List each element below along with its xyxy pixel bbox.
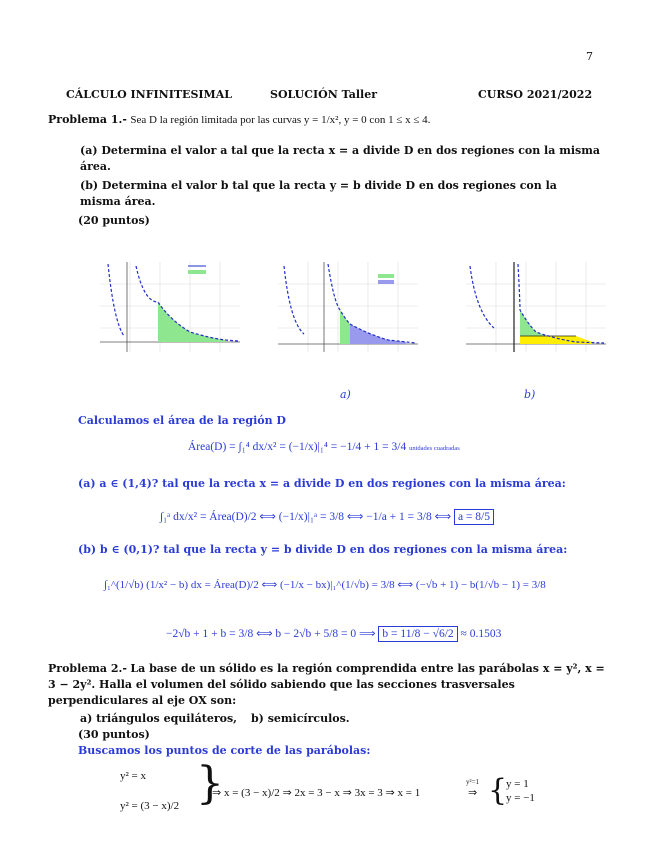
figure-caption-b: b) <box>524 388 536 401</box>
legend-swatch-blue <box>378 280 394 284</box>
problem2-statement: La base de un sólido es la región comprendida entre las parábolas x = y², x = 3 − 2y². Halla el volumen del sólido sabiendo que las secciones trasversales perpendiculares al eje OX son: <box>48 662 605 707</box>
problem1-points: (20 puntos) <box>78 214 150 227</box>
figure-part-b <box>466 262 606 352</box>
header-document-title: SOLUCIÓN Taller <box>270 88 378 101</box>
problem1-statement-line <box>48 113 608 126</box>
header-course-title: CÁLCULO INFINITESIMAL <box>66 88 232 101</box>
problem2-option-b: b) semicírculos. <box>250 712 350 725</box>
solution-b-approx: ≈ 0.1503 <box>460 628 502 640</box>
left-branch-curve <box>470 266 494 328</box>
figure-caption-a: a) <box>340 388 351 401</box>
system-arrow-label: y²=1 <box>466 778 480 786</box>
system-chain: ⇒ x = (3 − x)/2 ⇒ 2x = 3 − x ⇒ 3x = 3 ⇒ x = 1 <box>212 787 421 799</box>
region-left-fill <box>340 310 350 344</box>
solution-b-result: b = 11/8 − √6/2 <box>378 626 457 642</box>
page-number: 7 <box>586 50 593 63</box>
region-upper-fill <box>520 310 554 338</box>
left-branch-curve <box>108 264 124 336</box>
problem2-cut-heading: Buscamos los puntos de corte de las parábolas: <box>78 744 371 757</box>
problem2-options <box>80 712 350 725</box>
system-implies-arrow: ⇒ <box>468 787 478 799</box>
system-brace: } <box>196 758 224 809</box>
problem1-part-a: (a) Determina el valor a tal que la recta x = a divide D en dos regiones con la misma área. <box>80 144 600 173</box>
figure-region-d <box>100 262 240 352</box>
problem1-part-b: (b) Determina el valor b tal que la recta y = b divide D en dos regiones con la misma área. <box>80 179 557 208</box>
area-equation: Área(D) = ∫₁⁴ dx/x² = (−1/x)|₁⁴ = −1/4 + 1 = 3/4 <box>188 441 407 453</box>
area-units: unidades cuadradas <box>409 445 460 452</box>
problem2-label: Problema 2.- <box>48 662 127 675</box>
solution-b-heading: (b) b ∈ (0,1)? tal que la recta y = b divide D en dos regiones con la misma área: <box>78 543 568 556</box>
solution-b-equation-1: ∫₁^(1/√b) (1/x² − b) dx = Área(D)/2 ⟺ (−1/x − bx)|₁^(1/√b) = 3/8 ⟺ (−√b + 1) − b(1/√b − 1) = 3/8 <box>104 579 546 591</box>
area-heading: Calculamos el área de la región D <box>78 414 286 427</box>
problem2-statement-block <box>48 661 613 709</box>
problem2-points: (30 puntos) <box>78 728 150 741</box>
figure-part-a <box>278 262 418 352</box>
system-equation-2: y² = (3 − x)/2 <box>120 800 180 812</box>
problem1-label: Problema 1.- <box>48 113 127 126</box>
left-branch-curve <box>284 266 304 334</box>
solution-b-equation-2: −2√b + 1 + b = 3/8 ⟺ b − 2√b + 5/8 = 0 ⟹ <box>166 628 376 640</box>
region-lower-fill <box>520 336 592 344</box>
system-result-1: y = 1 <box>506 778 529 790</box>
legend-swatch <box>188 270 206 274</box>
problem2-option-a: a) triángulos equiláteros, <box>80 712 237 725</box>
solution-a-equation-line <box>160 509 494 523</box>
region-d-fill <box>158 302 225 342</box>
system-equation-1: y² = x <box>120 770 147 782</box>
solution-a-equation: ∫₁ᵃ dx/x² = Área(D)/2 ⟺ (−1/x)|₁ᵃ = 3/8 ⟺ −1/a + 1 = 3/8 ⟺ <box>160 511 452 523</box>
problem1-statement: Sea D la región limitada por las curvas y = 1/x², y = 0 con 1 ≤ x ≤ 4. <box>130 114 431 126</box>
solution-a-result: a = 8/5 <box>454 509 494 525</box>
legend-swatch-green <box>378 274 394 278</box>
result-brace: { <box>488 773 508 808</box>
curve-1-over-x2 <box>136 266 238 341</box>
system-result-2: y = −1 <box>506 792 535 804</box>
header-academic-year: CURSO 2021/2022 <box>478 88 593 101</box>
solution-a-heading: (a) a ∈ (1,4)? tal que la recta x = a divide D en dos regiones con la misma área: <box>78 477 566 490</box>
solution-b-equation-line-2 <box>166 626 501 640</box>
area-equation-line <box>188 441 460 453</box>
